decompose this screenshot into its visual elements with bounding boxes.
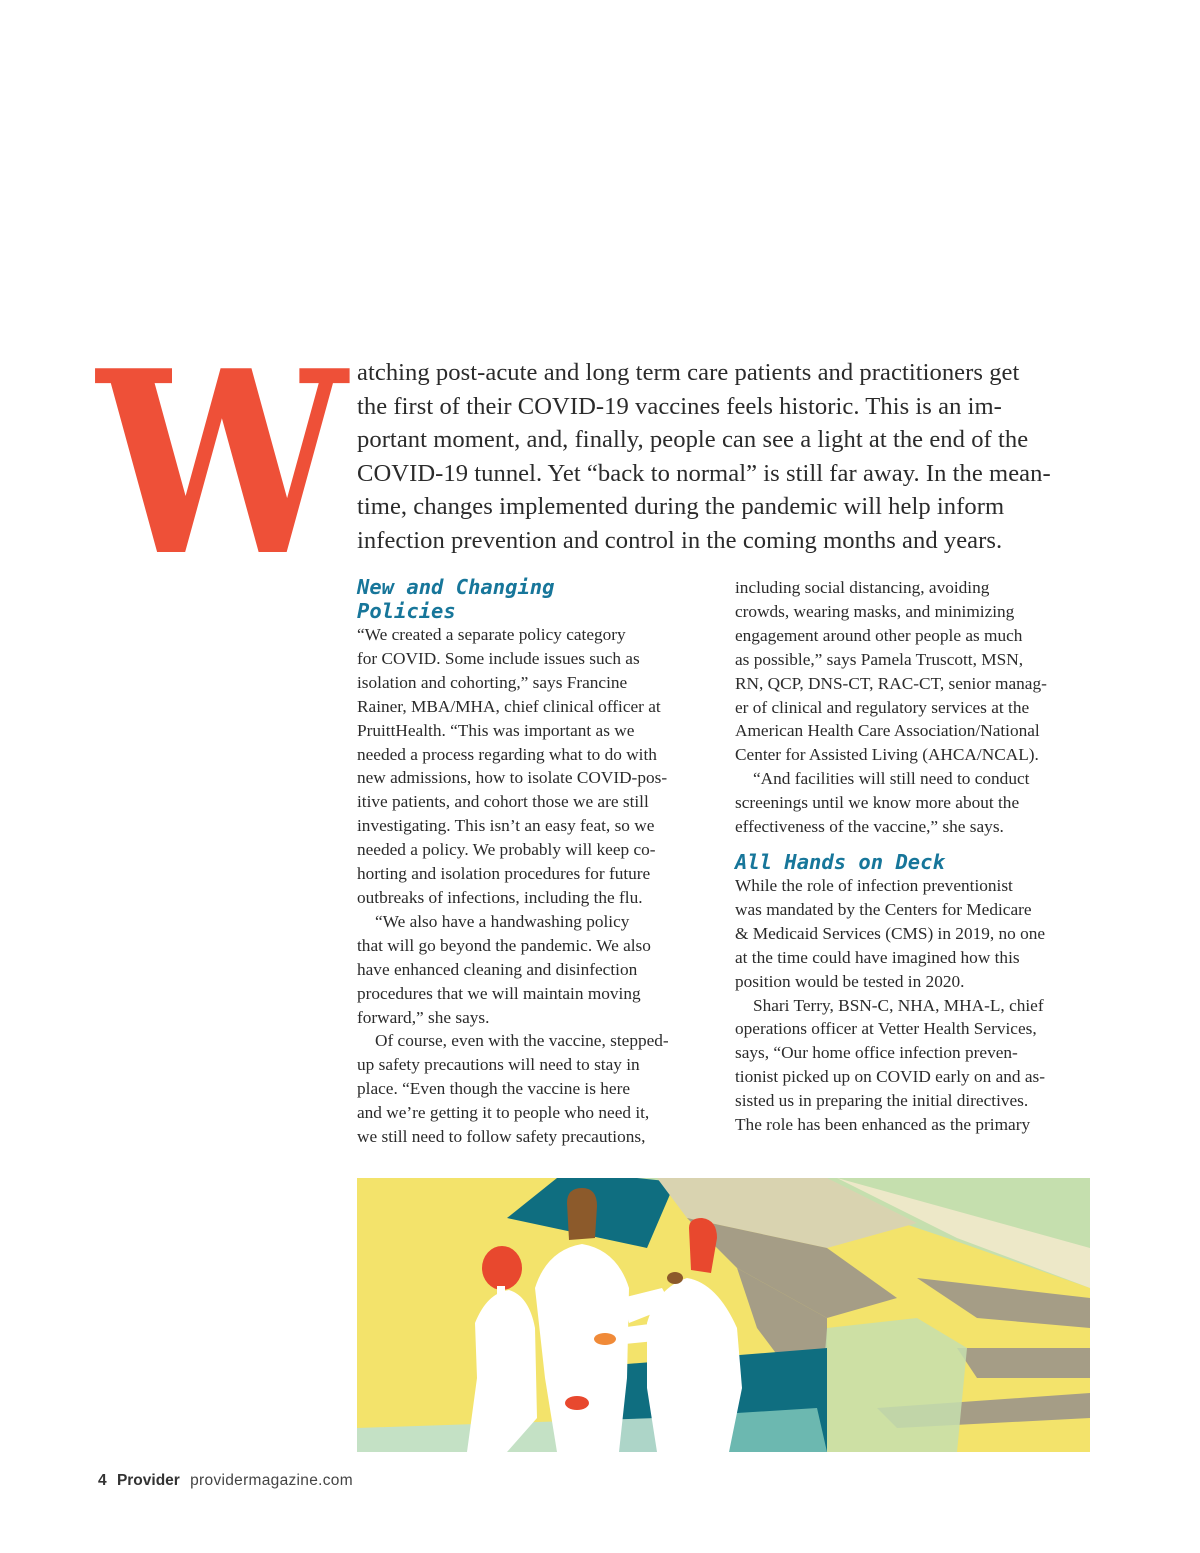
lead-line: atching post-acute and long term care patients and practitioners get [357,359,1020,386]
body-line: as possible,” says Pamela Truscott, MSN, [735,649,1024,669]
body-line: up safety precautions will need to stay in [357,1055,640,1075]
body-line: outbreaks of infections, including the flu. [357,887,643,907]
article-column-right [735,576,1095,1137]
body-line: “We created a separate policy category [357,625,626,644]
body-line: PruittHealth. “This was important as we [357,720,635,740]
body-line: tionist picked up on COVID early on and as- [735,1067,1046,1087]
body-line: have enhanced cleaning and disinfection [357,959,638,979]
body-line: effectiveness of the vaccine,” she says. [735,817,1004,837]
body-line: RN, QCP, DNS-CT, RAC-CT, senior manag- [735,673,1047,693]
lead-line: the first of their COVID-19 vaccines feels historic. This is an im- [357,392,1002,420]
body-line: Of course, even with the vaccine, stepped- [375,1031,669,1051]
body-line: Center for Assisted Living (AHCA/NCAL). [735,745,1039,765]
magazine-name: Provider [116,1472,180,1489]
body-line: isolation and cohorting,” says Francine [357,672,628,692]
body-line: needed a process regarding what to do with [357,744,657,764]
drop-cap-glyph: W [94,316,350,612]
lead-paragraph [357,356,1097,558]
body-line: new admissions, how to isolate COVID-pos- [357,768,668,788]
body-line: that will go beyond the pandemic. We also [357,935,651,955]
body-line: engagement around other people as much [735,625,1023,645]
body-line: & Medicaid Services (CMS) in 2019, no one [735,923,1046,943]
body-line: place. “Even though the vaccine is here [357,1079,631,1099]
body-line: forward,” she says. [357,1007,490,1027]
body-line: position would be tested in 2020. [735,971,965,991]
lead-line: portant moment, and, finally, people can see a light at the end of the [357,426,1029,454]
website-link[interactable]: providermagazine.com [190,1472,353,1489]
drop-cap-letter [94,316,350,612]
section-heading-all-hands: All Hands on Deck [735,849,945,874]
lead-line: infection prevention and control in the coming months and years. [357,526,1003,554]
body-line: screenings until we know more about the [735,793,1020,813]
body-line: and we’re getting it to people who need it, [357,1103,650,1123]
body-line: itive patients, and cohort those we are still [357,792,649,812]
body-line: er of clinical and regulatory services at the [735,697,1030,717]
body-line: horting and isolation procedures for future [357,864,651,884]
body-line: for COVID. Some include issues such as [357,648,640,668]
healthcare-workers-illustration [357,1178,1090,1452]
section-heading-new-and-changing-cont: Policies [357,599,456,623]
body-line: was mandated by the Centers for Medicare [735,899,1032,919]
body-line: including social distancing, avoiding [735,578,990,597]
body-line: crowds, wearing masks, and minimizing [735,601,1015,621]
body-line: “We also have a handwashing policy [375,911,630,931]
body-line: The role has been enhanced as the primary [735,1115,1031,1135]
lead-line: time, changes implemented during the pandemic will help inform [357,493,1005,521]
body-line: While the role of infection preventionist [735,875,1013,895]
body-line: investigating. This isn’t an easy feat, so we [357,816,655,836]
lead-line: COVID-19 tunnel. Yet “back to normal” is still far away. In the mean- [357,459,1051,487]
body-line: operations officer at Vetter Health Services, [735,1019,1037,1039]
article-column-left [357,575,717,1149]
body-line: at the time could have imagined how this [735,947,1020,967]
page-number: 4 [98,1472,107,1489]
section-spacer [735,839,1095,850]
body-line: needed a policy. We probably will keep co- [357,840,656,860]
body-line: we still need to follow safety precautions, [357,1127,646,1147]
body-line: Rainer, MBA/MHA, chief clinical officer at [357,696,661,716]
page-footer [98,1472,353,1490]
body-line: American Health Care Association/National [735,721,1040,741]
section-heading-new-and-changing: New and Changing [357,575,555,599]
body-line: procedures that we will maintain moving [357,983,641,1003]
body-line: sisted us in preparing the initial directives. [735,1091,1029,1111]
body-line: Shari Terry, BSN-C, NHA, MHA-L, chief [753,995,1044,1015]
body-line: “And facilities will still need to conduct [753,769,1030,789]
body-line: says, “Our home office infection preven- [735,1043,1018,1063]
